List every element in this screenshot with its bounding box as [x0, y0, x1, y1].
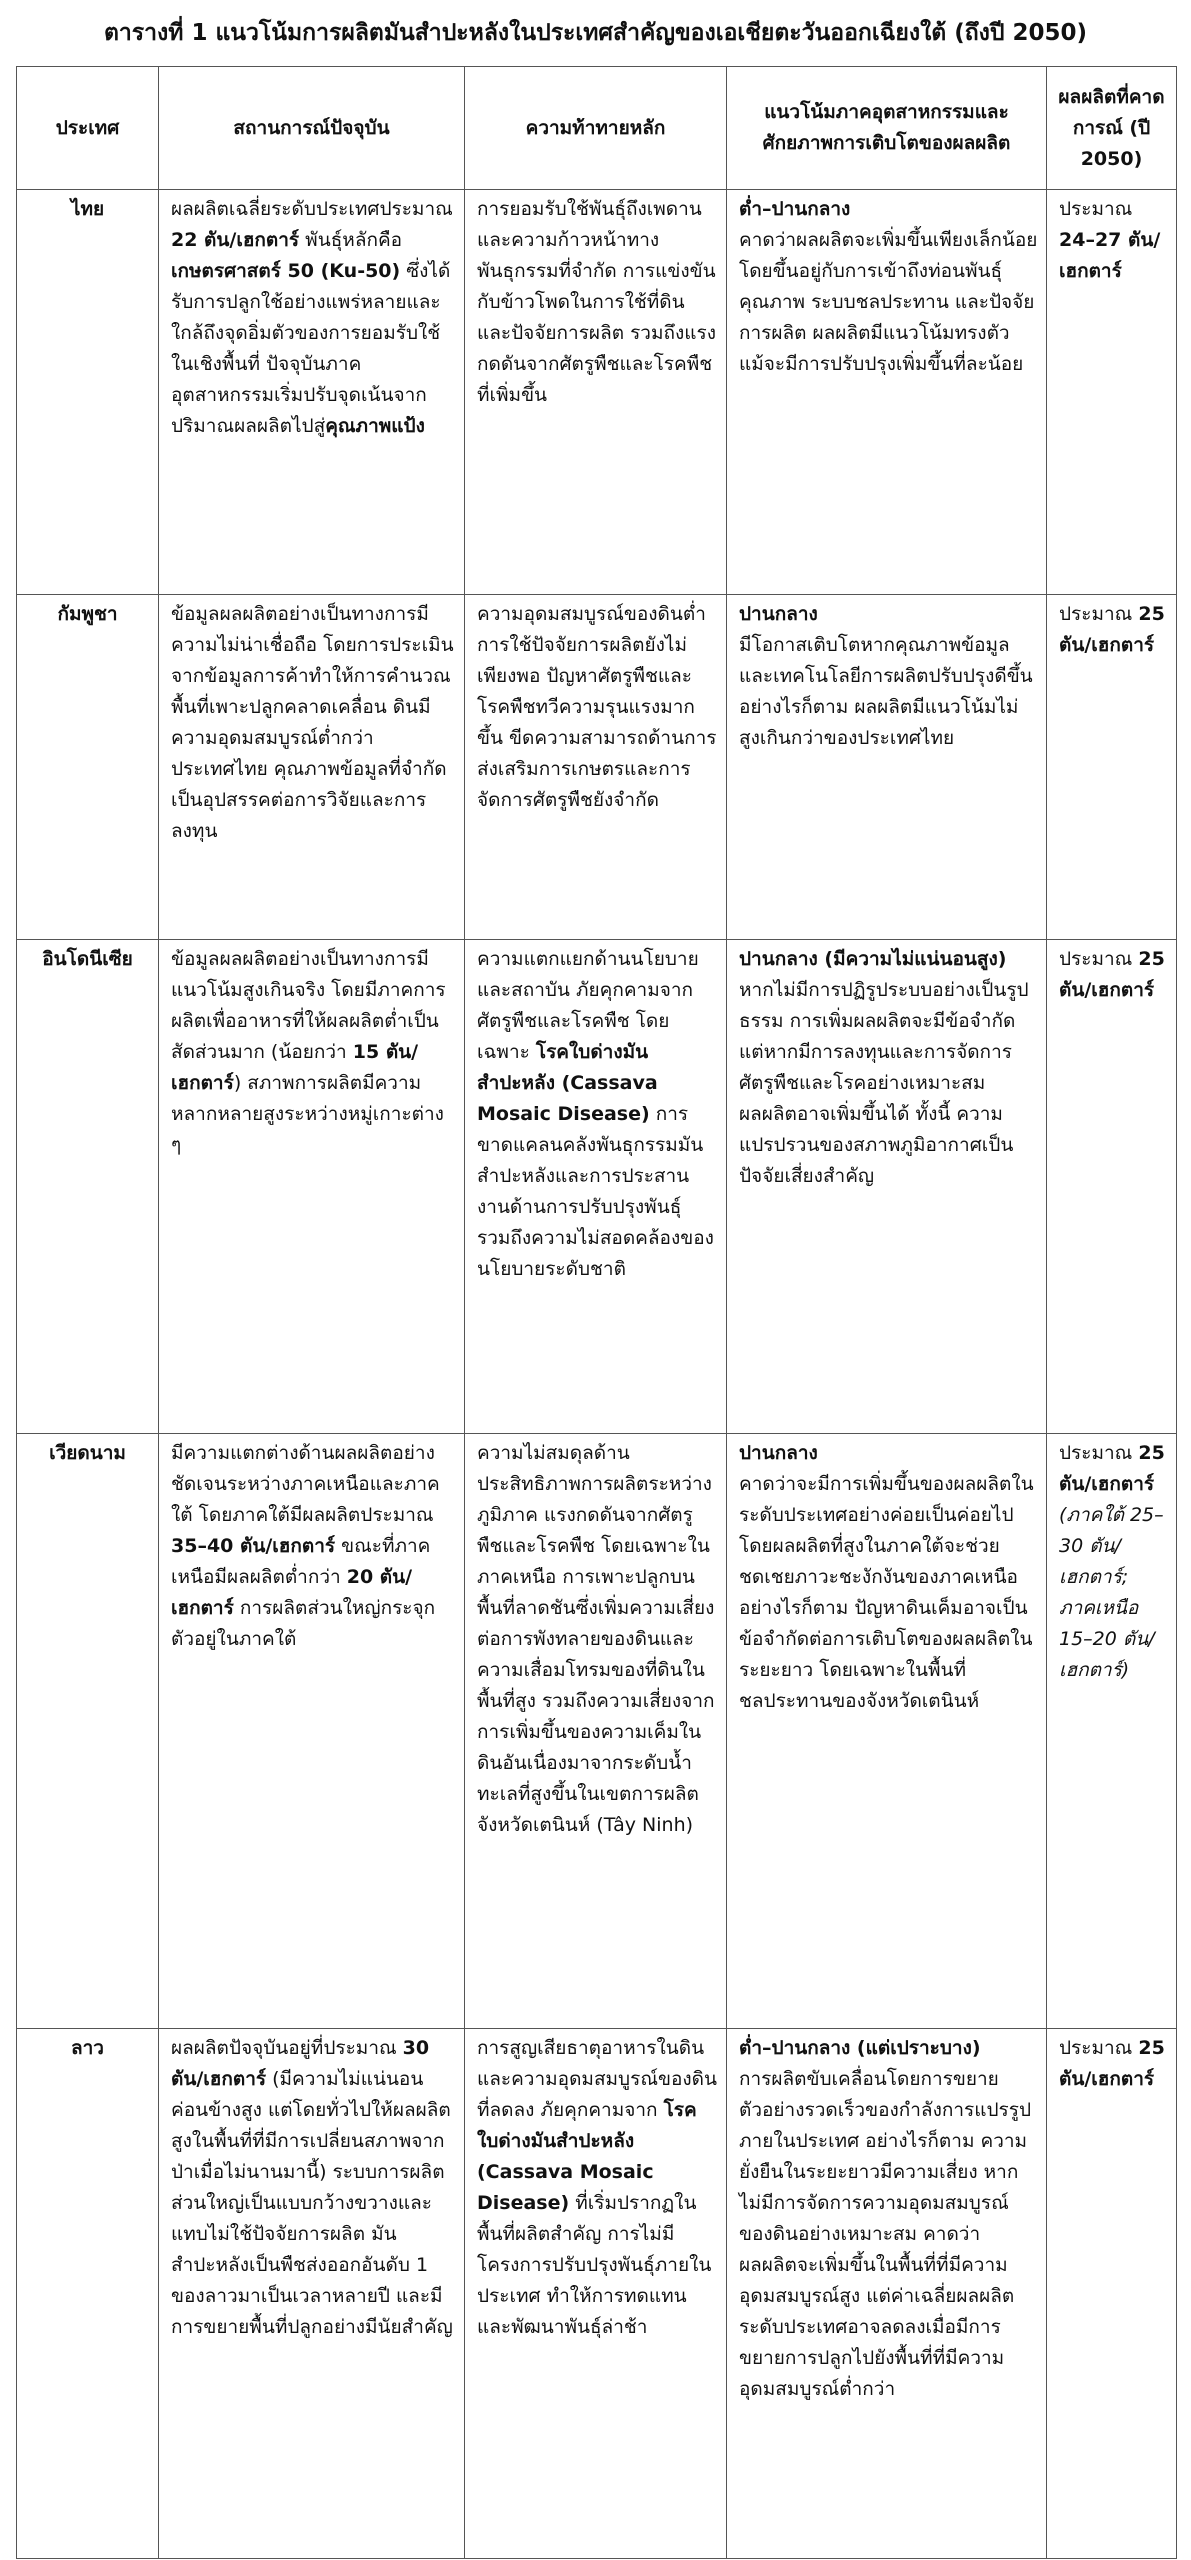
trend-cell [727, 940, 1047, 1434]
country-cell: ไทย [17, 190, 159, 595]
cell-text-segment: (มีความไม่แน่นอนค่อนข้างสูง แต่โดยทั่วไปให้ผลผลิตสูงในพื้นที่ที่มีการเปลี่ยนสภาพจากป่าเมื่อไม่นานมานี้) ระบบการผลิตส่วนใหญ่เป็นแบบกว้างขวางและแทบไม่ใช้ปัจจัยการผลิต มันสำปะหลังเป็นพืชส่งออกอันดับ 1 ของลาวมาเป็นเวลาหลายปี และมีการขยายพื้นที่ปลูกอย่างมีนัยสำคัญ [171, 2068, 453, 2338]
forecast-cell [1047, 190, 1177, 595]
cell-text-segment: ) สภาพการผลิตมีความหลากหลายสูงระหว่างหมู่เกาะต่าง ๆ [171, 1072, 444, 1156]
trend-cell [727, 1434, 1047, 2029]
header-challenges: ความท้าทายหลัก [465, 67, 727, 190]
cell-text-segment: ความไม่สมดุลด้านประสิทธิภาพการผลิตระหว่างภูมิภาค แรงกดดันจากศัตรูพืชและโรคพืช โดยเฉพาะในภาคเหนือ การเพาะปลูกบนพื้นที่ลาดชันซึ่งเพิ่มความเสี่ยงต่อการพังทลายของดินและความเสื่อมโทรมของที่ดินในพื้นที่สูง รวมถึงความเสี่ยงจากการเพิ่มขึ้นของความเค็มในดินอันเนื่องมาจากระดับน้ำทะเลที่สูงขึ้นในเขตการผลิตจังหวัดเตนินห์ (Tây Ninh) [477, 1442, 715, 1836]
trend-description: การผลิตขับเคลื่อนโดยการขยายตัวอย่างรวดเร็วของกำลังการแปรรูปภายในประเทศ อย่างไรก็ตาม ความยั่งยืนในระยะยาวมีความเสี่ยง หากไม่มีการจัดการความอุดมสมบูรณ์ของดินอย่างเหมาะสม คาดว่าผลผลิตจะเพิ่มขึ้นในพื้นที่ที่มีความอุดมสมบูรณ์สูง แต่ค่าเฉลี่ยผลผลิตระดับประเทศอาจลดลงเมื่อมีการขยายการปลูกไปยังพื้นที่ที่มีความอุดมสมบูรณ์ต่ำกว่า [739, 2068, 1032, 2400]
trend-description: หากไม่มีการปฏิรูประบบอย่างเป็นรูปธรรม การเพิ่มผลผลิตจะมีข้อจำกัด แต่หากมีการลงทุนและการจัดการศัตรูพืชและโรคอย่างเหมาะสม ผลผลิตอาจเพิ่มขึ้นได้ ทั้งนี้ ความแปรปรวนของสภาพภูมิอากาศเป็นปัจจัยเสี่ยงสำคัญ [739, 979, 1029, 1187]
cell-text-segment: ความอุดมสมบูรณ์ของดินต่ำ การใช้ปัจจัยการผลิตยังไม่เพียงพอ ปัญหาศัตรูพืชและโรคพืชทวีความรุนแรงมากขึ้น ขีดความสามารถด้านการส่งเสริมการเกษตรและการจัดการศัตรูพืชยังจำกัด [477, 603, 717, 811]
cell-text-segment: 25 ตัน/เฮกตาร์ [1059, 948, 1165, 1001]
forecast-cell [1047, 940, 1177, 1434]
table-row [17, 2029, 1177, 2559]
header-current-situation: สถานการณ์ปัจจุบัน [159, 67, 465, 190]
cell-text-segment: การสูญเสียธาตุอาหารในดินและความอุดมสมบูรณ์ของดินที่ลดลง ภัยคุกคามจาก [477, 2037, 717, 2121]
forecast-cell [1047, 595, 1177, 940]
cell-text-segment: ที่เริ่มปรากฏในพื้นที่ผลิตสำคัญ การไม่มีโครงการปรับปรุงพันธุ์ภายในประเทศ ทำให้การทดแทนและพัฒนาพันธุ์ล่าช้า [477, 2192, 712, 2338]
cell-text-segment: ประมาณ [1059, 948, 1139, 970]
cell-text-segment: 20 ตัน/เฮกตาร์ [171, 1566, 413, 1619]
cell-text-segment: 25 ตัน/เฮกตาร์ [1059, 1442, 1165, 1495]
trend-level: ต่ำ–ปานกลาง (แต่เปราะบาง) [739, 2037, 981, 2059]
table-row [17, 1434, 1177, 2029]
trend-description: คาดว่าผลผลิตจะเพิ่มขึ้นเพียงเล็กน้อย โดยขึ้นอยู่กับการเข้าถึงท่อนพันธุ์คุณภาพ ระบบชลประทาน และปัจจัยการผลิต ผลผลิตมีแนวโน้มทรงตัว แม้จะมีการปรับปรุงเพิ่มขึ้นที่ละน้อย [739, 229, 1038, 375]
challenges-cell [465, 595, 727, 940]
cell-text-segment: ข้อมูลผลผลิตอย่างเป็นทางการมีแนวโน้มสูงเกินจริง โดยมีภาคการผลิตเพื่ออาหารที่ให้ผลผลิตต่ำเป็นสัดส่วนมาก (น้อยกว่า [171, 948, 446, 1063]
forecast-cell [1047, 1434, 1177, 2029]
cell-text-segment: 22 ตัน/เฮกตาร์ [171, 229, 300, 251]
challenges-cell [465, 1434, 727, 2029]
trend-cell [727, 2029, 1047, 2559]
cell-text-segment: เกษตรศาสตร์ 50 (Ku-50) [171, 260, 401, 282]
trend-description: คาดว่าจะมีการเพิ่มขึ้นของผลผลิตในระดับประเทศอย่างค่อยเป็นค่อยไป โดยผลผลิตที่สูงในภาคใต้จะช่วยชดเชยภาวะชะงักงันของภาคเหนือ อย่างไรก็ตาม ปัญหาดินเค็มอาจเป็นข้อจำกัดต่อการเติบโตของผลผลิตในระยะยาว โดยเฉพาะในพื้นที่ชลประทานของจังหวัดเตนินห์ [739, 1473, 1034, 1712]
cell-text-segment: ขณะที่ภาคเหนือมีผลผลิตต่ำกว่า [171, 1535, 431, 1588]
current-situation-cell [159, 940, 465, 1434]
cell-text-segment: ซึ่งได้รับการปลูกใช้อย่างแพร่หลายและใกล้ถึงจุดอิ่มตัวของการยอมรับใช้ในเชิงพื้นที่ ปัจจุบันภาคอุตสาหกรรมเริ่มปรับจุดเน้นจากปริมาณผลผลิตไปสู่ [171, 260, 451, 437]
cell-text-segment: ผลผลิตเฉลี่ยระดับประเทศประมาณ [171, 198, 453, 220]
challenges-cell [465, 940, 727, 1434]
cell-text-segment: โรคใบด่างมันสำปะหลัง (Cassava Mosaic Disease) [477, 2099, 697, 2214]
current-situation-cell [159, 190, 465, 595]
trend-level: ปานกลาง (มีความไม่แน่นอนสูง) [739, 948, 1007, 970]
table-body [17, 190, 1177, 2559]
country-cell: เวียดนาม [17, 1434, 159, 2029]
current-situation-cell [159, 595, 465, 940]
cassava-trend-table [16, 66, 1177, 2559]
trend-level: ปานกลาง [739, 603, 818, 625]
header-trend: แนวโน้มภาคอุตสาหกรรมและศักยภาพการเติบโตของผลผลิต [727, 67, 1047, 190]
country-cell: ลาว [17, 2029, 159, 2559]
trend-cell [727, 190, 1047, 595]
cell-text-segment: คุณภาพแป้ง [325, 415, 425, 437]
cell-text-segment: มีความแตกต่างด้านผลผลิตอย่างชัดเจนระหว่างภาคเหนือและภาคใต้ โดยภาคใต้มีผลผลิตประมาณ [171, 1442, 440, 1526]
current-situation-cell [159, 2029, 465, 2559]
challenges-cell [465, 190, 727, 595]
cell-text-segment: 24–27 ตัน/เฮกตาร์ [1059, 229, 1161, 282]
challenges-cell [465, 2029, 727, 2559]
cell-text-segment: ประมาณ [1059, 198, 1133, 220]
cell-text-segment: พันธุ์หลักคือ [299, 229, 403, 251]
cell-text-segment: (ภาคใต้ 25–30 ตัน/เฮกตาร์; ภาคเหนือ 15–20 ตัน/เฮกตาร์) [1059, 1504, 1164, 1681]
current-situation-cell [159, 1434, 465, 2029]
cell-text-segment: ประมาณ [1059, 1442, 1139, 1464]
cell-text-segment: ความแตกแยกด้านนโยบายและสถาบัน ภัยคุกคามจากศัตรูพืชและโรคพืช โดยเฉพาะ [477, 948, 699, 1063]
cell-text-segment: 25 ตัน/เฮกตาร์ [1059, 2037, 1165, 2090]
trend-cell [727, 595, 1047, 940]
cell-text-segment: การขาดแคลนคลังพันธุกรรมมันสำปะหลังและการประสานงานด้านการปรับปรุงพันธุ์ รวมถึงความไม่สอดคล้องของนโยบายระดับชาติ [477, 1103, 714, 1280]
forecast-cell [1047, 2029, 1177, 2559]
cell-text-segment: ประมาณ [1059, 603, 1139, 625]
table-row [17, 190, 1177, 595]
header-row [17, 67, 1177, 190]
cell-text-segment: ประมาณ [1059, 2037, 1139, 2059]
cell-text-segment: 25 ตัน/เฮกตาร์ [1059, 603, 1165, 656]
cell-text-segment: ผลผลิตปัจจุบันอยู่ที่ประมาณ [171, 2037, 403, 2059]
cell-text-segment: ข้อมูลผลผลิตอย่างเป็นทางการมีความไม่น่าเชื่อถือ โดยการประเมินจากข้อมูลการค้าทำให้การคำนวณพื้นที่เพาะปลูกคลาดเคลื่อน ดินมีความอุดมสมบูรณ์ต่ำกว่าประเทศไทย คุณภาพข้อมูลที่จำกัดเป็นอุปสรรคต่อการวิจัยและการลงทุน [171, 603, 454, 842]
cell-text-segment: โรคใบด่างมันสำปะหลัง (Cassava Mosaic Disease) [477, 1041, 658, 1125]
cell-text-segment: การผลิตส่วนใหญ่กระจุกตัวอยู่ในภาคใต้ [171, 1597, 436, 1650]
cell-text-segment: 15 ตัน/เฮกตาร์ [171, 1041, 419, 1094]
cell-text-segment: การยอมรับใช้พันธุ์ถึงเพดานและความก้าวหน้าทางพันธุกรรมที่จำกัด การแข่งขันกับข้าวโพดในการใช้ที่ดินและปัจจัยการผลิต รวมถึงแรงกดดันจากศัตรูพืชและโรคพืชที่เพิ่มขึ้น [477, 198, 716, 406]
table-row [17, 940, 1177, 1434]
country-cell: อินโดนีเซีย [17, 940, 159, 1434]
cell-text-segment: 30 ตัน/เฮกตาร์ [171, 2037, 430, 2090]
header-country: ประเทศ [17, 67, 159, 190]
cell-text-segment: 35–40 ตัน/เฮกตาร์ [171, 1535, 336, 1557]
header-forecast: ผลผลิตที่คาดการณ์ (ปี 2050) [1047, 67, 1177, 190]
table-title: ตารางที่ 1 แนวโน้มการผลิตมันสำปะหลังในประเทศสำคัญของเอเชียตะวันออกเฉียงใต้ (ถึงปี 2050) [103, 20, 1088, 46]
trend-level: ต่ำ–ปานกลาง [739, 198, 851, 220]
trend-level: ปานกลาง [739, 1442, 818, 1464]
trend-description: มีโอกาสเติบโตหากคุณภาพข้อมูลและเทคโนโลยีการผลิตปรับปรุงดีขึ้น อย่างไรก็ตาม ผลผลิตมีแนวโน้มไม่สูงเกินกว่าของประเทศไทย [739, 634, 1033, 749]
table-row [17, 595, 1177, 940]
country-cell: กัมพูชา [17, 595, 159, 940]
